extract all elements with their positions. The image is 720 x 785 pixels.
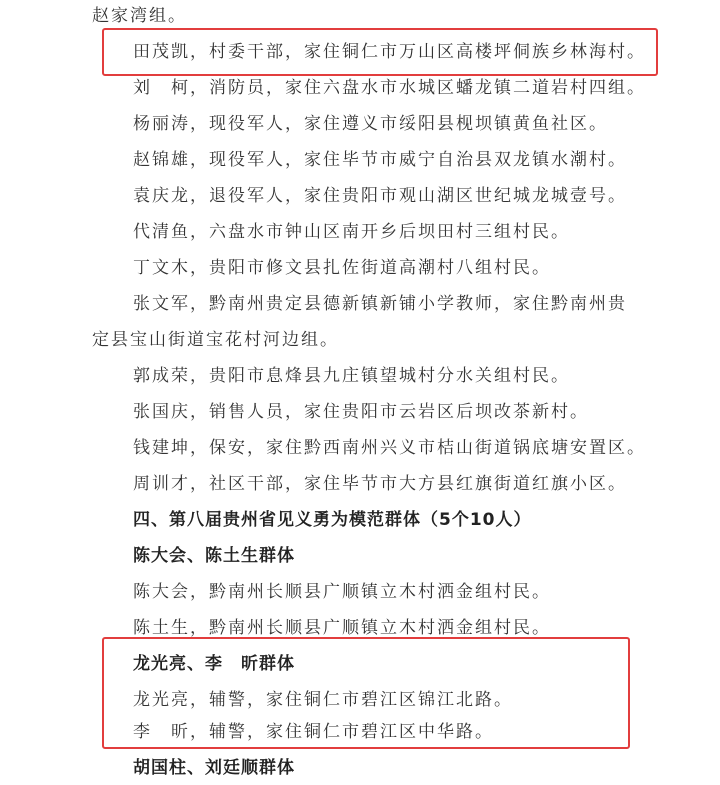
text-line: 丁文木，贵阳市修文县扎佐街道高潮村八组村民。 <box>133 258 551 278</box>
text-line: 袁庆龙，退役军人，家住贵阳市观山湖区世纪城龙城壹号。 <box>133 186 627 206</box>
text-line: 定县宝山街道宝花村河边组。 <box>92 330 339 350</box>
text-line: 杨丽涛，现役军人，家住遵义市绥阳县枧坝镇黄鱼社区。 <box>133 114 608 134</box>
group-heading: 龙光亮、李 昕群体 <box>133 654 295 674</box>
text-line: 赵锦雄，现役军人，家住毕节市威宁自治县双龙镇水潮村。 <box>133 150 627 170</box>
group-heading: 胡国柱、刘廷顺群体 <box>133 758 295 778</box>
text-line: 李 昕，辅警，家住铜仁市碧江区中华路。 <box>133 722 494 742</box>
text-line: 陈土生，黔南州长顺县广顺镇立木村洒金组村民。 <box>133 618 551 638</box>
text-line: 陈大会，黔南州长顺县广顺镇立木村洒金组村民。 <box>133 582 551 602</box>
section-heading: 四、第八届贵州省见义勇为模范群体（5个10人） <box>133 510 532 530</box>
text-line: 田茂凯，村委干部，家住铜仁市万山区高楼坪侗族乡林海村。 <box>133 42 646 62</box>
text-line: 张文军，黔南州贵定县德新镇新铺小学教师，家住黔南州贵 <box>133 294 627 314</box>
text-line: 郭成荣，贵阳市息烽县九庄镇望城村分水关组村民。 <box>133 366 570 386</box>
text-line: 刘 柯，消防员，家住六盘水市水城区蟠龙镇二道岩村四组。 <box>133 78 646 98</box>
text-line: 代清鱼，六盘水市钟山区南开乡后坝田村三组村民。 <box>133 222 570 242</box>
text-line: 龙光亮，辅警，家住铜仁市碧江区锦江北路。 <box>133 690 513 710</box>
text-line: 赵家湾组。 <box>92 6 187 26</box>
text-line: 钱建坤，保安，家住黔西南州兴义市桔山街道锅底塘安置区。 <box>133 438 646 458</box>
text-line: 周训才，社区干部，家住毕节市大方县红旗街道红旗小区。 <box>133 474 627 494</box>
group-heading: 陈大会、陈土生群体 <box>133 546 295 566</box>
text-line: 张国庆，销售人员，家住贵阳市云岩区后坝改茶新村。 <box>133 402 589 422</box>
